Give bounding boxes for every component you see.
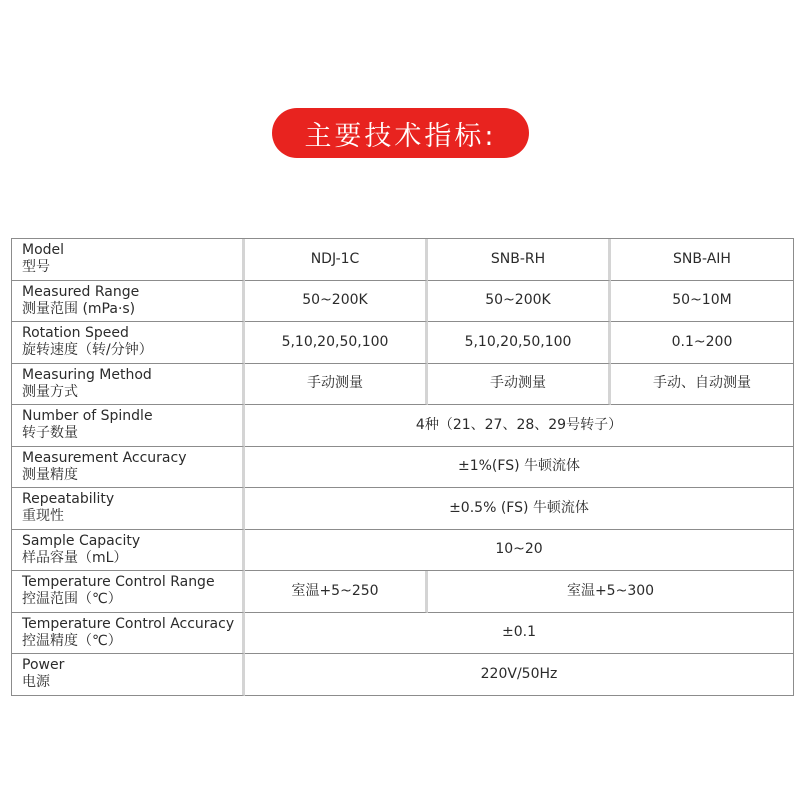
spec-table (11, 238, 794, 696)
cell-all-models: ±0.5% (FS) 牛顿流体 (245, 488, 794, 530)
label-en: Rotation Speed (22, 325, 129, 342)
cell-all-models: 4种（21、27、28、29号转子） (245, 405, 794, 447)
table-row-sample-capacity (12, 530, 794, 572)
cell-snb-rh: SNB-RH (428, 239, 611, 281)
cell-all-models: 10~20 (245, 530, 794, 572)
table-row-rotation-speed (12, 322, 794, 364)
row-label (12, 239, 245, 281)
label-zh: 测量精度 (22, 466, 78, 483)
label-zh: 旋转速度（转/分钟） (22, 342, 153, 359)
table-row-power (12, 654, 794, 696)
row-label (12, 488, 245, 530)
table-row-measurement-accuracy (12, 447, 794, 489)
cell-all-models: 220V/50Hz (245, 654, 794, 696)
table-row-spindle (12, 405, 794, 447)
label-en: Measuring Method (22, 366, 152, 383)
cell-all-models: ±1%(FS) 牛顿流体 (245, 447, 794, 489)
row-label (12, 530, 245, 572)
table-row-model (12, 239, 794, 281)
row-label (12, 613, 245, 655)
cell-ndj-1c: 手动测量 (245, 364, 428, 406)
label-zh: 测量方式 (22, 383, 78, 400)
table-row-repeatability (12, 488, 794, 530)
row-label (12, 405, 245, 447)
section-title-banner: 主要技术指标: (272, 108, 529, 158)
table-row-temperature-accuracy (12, 613, 794, 655)
cell-ndj-1c: NDJ-1C (245, 239, 428, 281)
cell-snb-aih: SNB-AIH (611, 239, 794, 281)
row-label (12, 281, 245, 323)
label-zh: 电源 (22, 674, 50, 691)
cell-snb-aih: 50~10M (611, 281, 794, 323)
table-row-temperature-range (12, 571, 794, 613)
cell-snb-rh: 5,10,20,50,100 (428, 322, 611, 364)
label-en: Temperature Control Accuracy (22, 615, 235, 632)
label-en: Number of Spindle (22, 408, 153, 425)
cell-snb-models: 室温+5~300 (428, 571, 794, 613)
label-en: Measurement Accuracy (22, 449, 187, 466)
row-label (12, 364, 245, 406)
label-zh: 测量范围 (mPa·s) (22, 300, 136, 317)
table-row-measured-range (12, 281, 794, 323)
label-en: Power (22, 657, 65, 674)
cell-snb-rh: 手动测量 (428, 364, 611, 406)
label-en: Measured Range (22, 283, 140, 300)
label-en: Temperature Control Range (22, 574, 215, 591)
cell-ndj-1c: 5,10,20,50,100 (245, 322, 428, 364)
cell-ndj-1c: 室温+5~250 (245, 571, 428, 613)
label-zh: 控温范围（℃） (22, 591, 122, 608)
cell-snb-aih: 0.1~200 (611, 322, 794, 364)
row-label (12, 571, 245, 613)
label-zh: 转子数量 (22, 425, 78, 442)
cell-all-models: ±0.1 (245, 613, 794, 655)
label-en: Sample Capacity (22, 532, 141, 549)
cell-ndj-1c: 50~200K (245, 281, 428, 323)
cell-snb-aih: 手动、自动测量 (611, 364, 794, 406)
label-zh: 样品容量（mL） (22, 549, 128, 566)
row-label (12, 447, 245, 489)
label-en: Repeatability (22, 491, 115, 508)
row-label (12, 654, 245, 696)
label-zh: 型号 (22, 259, 50, 276)
label-zh: 重现性 (22, 508, 64, 525)
table-row-measuring-method (12, 364, 794, 406)
label-en: Model (22, 242, 65, 259)
row-label (12, 322, 245, 364)
cell-snb-rh: 50~200K (428, 281, 611, 323)
label-zh: 控温精度（℃） (22, 632, 122, 649)
